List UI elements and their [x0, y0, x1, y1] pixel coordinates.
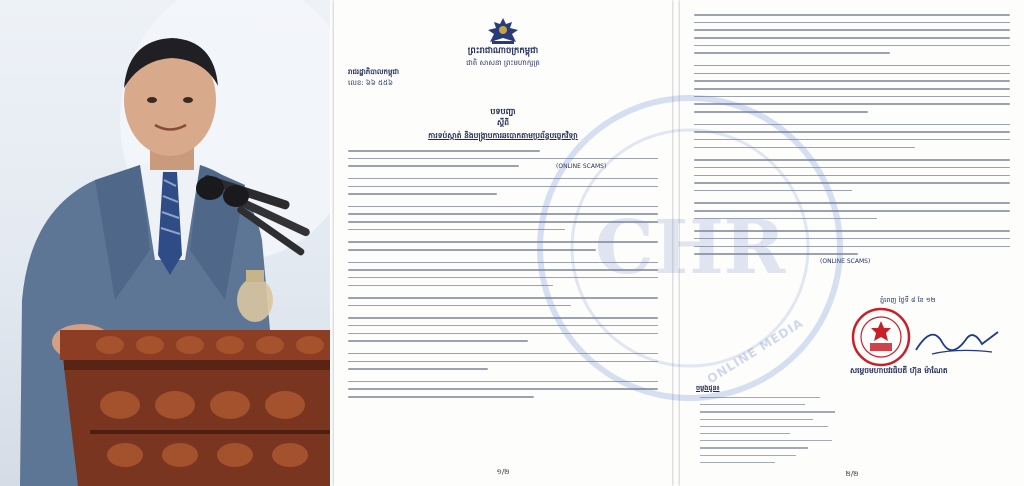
document-subtitle: ស្តីពី [497, 118, 509, 127]
document-body-text [694, 14, 1010, 261]
royal-crest-icon [482, 16, 524, 46]
document-topic: ការទប់ស្កាត់ និងបង្ក្រាបការឆបោកតាមប្រព័ន្ធបច្ចេកវិទ្យា [428, 131, 578, 140]
signatory-name: សម្តេចមហាបវរធិបតី ហ៊ុន ម៉ាណែត [850, 366, 948, 375]
national-motto: ជាតិ សាសនា ព្រះមហាក្សត្រ [466, 59, 540, 67]
watermark-text: ONLINE MEDIA [704, 315, 806, 387]
online-scams-term: (ONLINE SCAMS) [820, 258, 871, 265]
kingdom-header: ព្រះរាជាណាចក្រកម្ពុជា [467, 46, 539, 56]
date-line: ភ្នំពេញ ថ្ងៃទី ៨ ខែ ១២ [880, 296, 936, 304]
cc-heading: ចម្លងជូន៖ [696, 384, 720, 392]
signature-icon [912, 320, 1002, 360]
official-seal-icon [850, 306, 912, 368]
reference-number: លេខ: ៦៦ ៥៥៦ [348, 79, 393, 87]
decree-page-2 [680, 0, 1024, 486]
decree-page-1 [334, 0, 672, 486]
issuing-authority: រាជរដ្ឋាភិបាលកម្ពុជា [348, 68, 400, 76]
cc-list [696, 384, 846, 469]
online-scams-term: (ONLINE SCAMS) [556, 163, 607, 170]
page-number: ២/២ [845, 470, 859, 478]
document-body-text [348, 150, 658, 404]
page-number: ១/២ [496, 468, 510, 476]
photo-panel [0, 0, 330, 486]
watermark-letters: CHR [594, 205, 786, 291]
document-title: បទបញ្ជា [490, 107, 516, 116]
speaker-photo [0, 0, 330, 486]
